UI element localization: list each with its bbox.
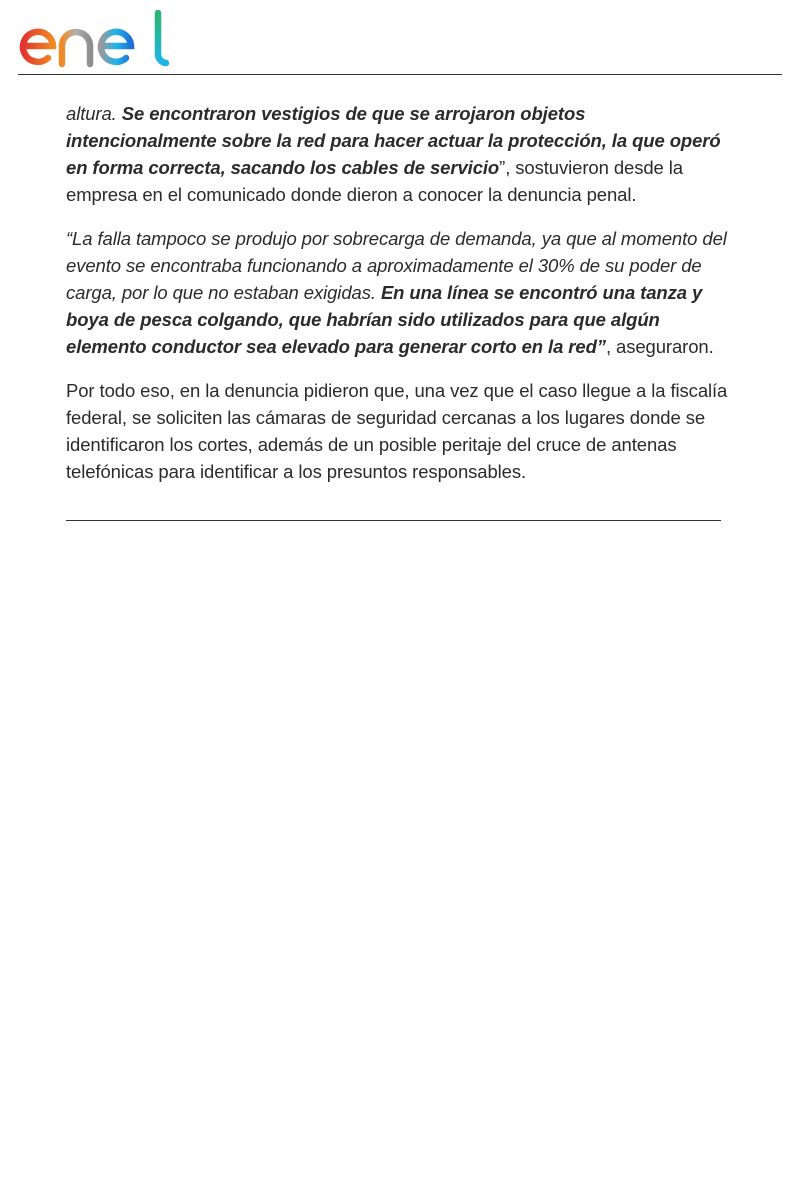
paragraph-1 [66, 100, 734, 208]
article-body [66, 100, 734, 502]
paragraph-2-quote-italic: “La falla tampoco se produjo por sobrecarga de demanda, ya que al momento del evento se encontraba funcionando a aproximadamente el 30% de su poder de carga, por lo que no estaban exigidas. [66, 228, 727, 303]
paragraph-1-quote-bold: Se encontraron vestigios de que se arrojaron objetos intencionalmente sobre la red para hacer actuar la protección, la que operó en forma correcta, sacando los cables de servicio [66, 103, 721, 178]
paragraph-3: Por todo eso, en la denuncia pidieron que, una vez que el caso llegue a la fiscalía federal, se soliciten las cámaras de seguridad cercanas a los lugares donde se identificaron los cortes, además de un posible peritaje del cruce de antenas telefónicas para identificar a los presuntos responsables. [66, 380, 728, 482]
article-end-divider [66, 520, 721, 521]
paragraph-2-quote-bold: En una línea se encontró una tanza y boya de pesca colgando, que habrían sido utilizados para que algún elemento conductor sea elevado para generar corto en la red” [66, 282, 703, 357]
paragraph-1-italic: altura. [66, 103, 122, 124]
paragraph-2-text: , aseguraron. [605, 336, 714, 357]
page-header [0, 0, 800, 76]
paragraph-2 [66, 225, 734, 360]
paragraph-1-text: ”, sostuvieron desde la empresa en el comunicado donde dieron a conocer la denuncia penal. [66, 157, 683, 205]
header-divider [18, 74, 782, 75]
enel-logo [18, 10, 170, 68]
